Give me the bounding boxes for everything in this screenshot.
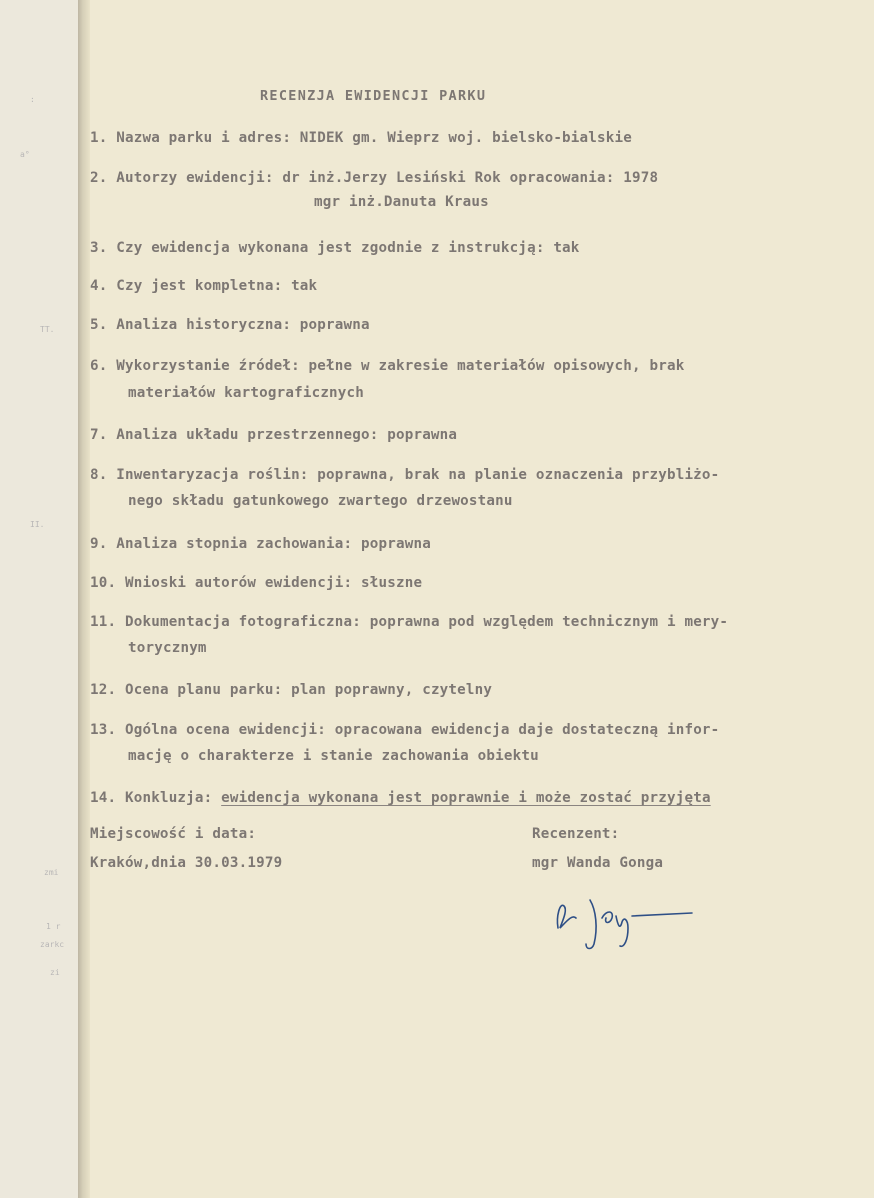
reviewer-name: mgr Wanda Gonga — [532, 855, 664, 871]
review-document — [90, 0, 874, 1198]
sheet-fragment: zi — [50, 968, 60, 977]
item-number: 14. — [90, 790, 117, 806]
item-number: 2. — [90, 170, 108, 186]
item-8-continuation: nego składu gatunkowego zwartego drzewostanu — [128, 493, 513, 509]
item-7 — [90, 427, 457, 443]
sheet-fragment: 1 r — [46, 922, 61, 931]
item-text: Analiza stopnia zachowania: poprawna — [116, 536, 431, 552]
place-date-label: Miejscowość i data: — [90, 826, 257, 842]
item-number: 9. — [90, 536, 108, 552]
place-date-value: Kraków,dnia 30.03.1979 — [90, 855, 283, 871]
item-number: 1. — [90, 130, 108, 146]
item-number: 10. — [90, 575, 117, 591]
sheet-fragment: zmi — [44, 868, 59, 877]
item-11-continuation: torycznym — [128, 640, 207, 656]
item-3 — [90, 240, 580, 256]
document-title: RECENZJA EWIDENCJI PARKU — [260, 88, 487, 104]
item-text: Autorzy ewidencji: dr inż.Jerzy Lesiński Rok opracowania: 1978 — [116, 170, 659, 186]
sheet-fragment: a° — [20, 150, 30, 159]
page-edge-shadow — [78, 0, 90, 1198]
item-text: Wykorzystanie źródeł: pełne w zakresie materiałów opisowych, brak — [116, 358, 685, 374]
sheet-fragment: zarkc — [40, 940, 65, 949]
item-text: Wnioski autorów ewidencji: słuszne — [124, 575, 423, 591]
sheet-fragment: : — [30, 95, 35, 104]
item-11 — [90, 614, 728, 630]
item-number: 6. — [90, 358, 108, 374]
sheet-fragment: II. — [30, 520, 45, 529]
item-13 — [90, 722, 719, 738]
sheet-fragment: TT. — [40, 325, 55, 334]
item-4 — [90, 278, 317, 294]
item-text: Analiza historyczna: poprawna — [116, 317, 370, 333]
item-number: 11. — [90, 614, 117, 630]
conclusion-text: ewidencja wykonana jest poprawnie i może zostać przyjęta — [221, 790, 711, 806]
item-number: 8. — [90, 467, 108, 483]
item-number: 13. — [90, 722, 117, 738]
item-1 — [90, 130, 632, 146]
item-text: Ocena planu parku: plan poprawny, czytelny — [124, 682, 493, 698]
item-text: Czy jest kompletna: tak — [116, 278, 318, 294]
item-number: 4. — [90, 278, 108, 294]
item-text: Analiza układu przestrzennego: poprawna — [116, 427, 458, 443]
item-2 — [90, 170, 658, 186]
item-text: Dokumentacja fotograficzna: poprawna pod względem technicznym i mery- — [124, 614, 729, 630]
item-label: Konkluzja: — [124, 790, 213, 806]
item-6 — [90, 358, 684, 374]
item-12 — [90, 682, 492, 698]
item-text: Nazwa parku i adres: NIDEK gm. Wieprz woj. bielsko-bialskie — [116, 130, 632, 146]
item-number: 12. — [90, 682, 117, 698]
item-8 — [90, 467, 719, 483]
item-9 — [90, 536, 431, 552]
item-text: Inwentaryzacja roślin: poprawna, brak na planie oznaczenia przybliżo- — [116, 467, 720, 483]
item-text: Czy ewidencja wykonana jest zgodnie z instrukcją: tak — [116, 240, 580, 256]
item-number: 3. — [90, 240, 108, 256]
item-number: 5. — [90, 317, 108, 333]
handwritten-signature — [550, 888, 700, 958]
item-text: Ogólna ocena ewidencji: opracowana ewidencja daje dostateczną infor- — [124, 722, 720, 738]
item-5 — [90, 317, 370, 333]
underlying-sheet — [0, 0, 78, 1198]
item-number: 7. — [90, 427, 108, 443]
reviewer-label: Recenzent: — [532, 826, 620, 842]
item-13-continuation: mację o charakterze i stanie zachowania obiektu — [128, 748, 539, 764]
item-2-continuation: mgr inż.Danuta Kraus — [314, 194, 489, 210]
item-10 — [90, 575, 422, 591]
item-14 — [90, 790, 711, 806]
item-6-continuation: materiałów kartograficznych — [128, 385, 365, 401]
